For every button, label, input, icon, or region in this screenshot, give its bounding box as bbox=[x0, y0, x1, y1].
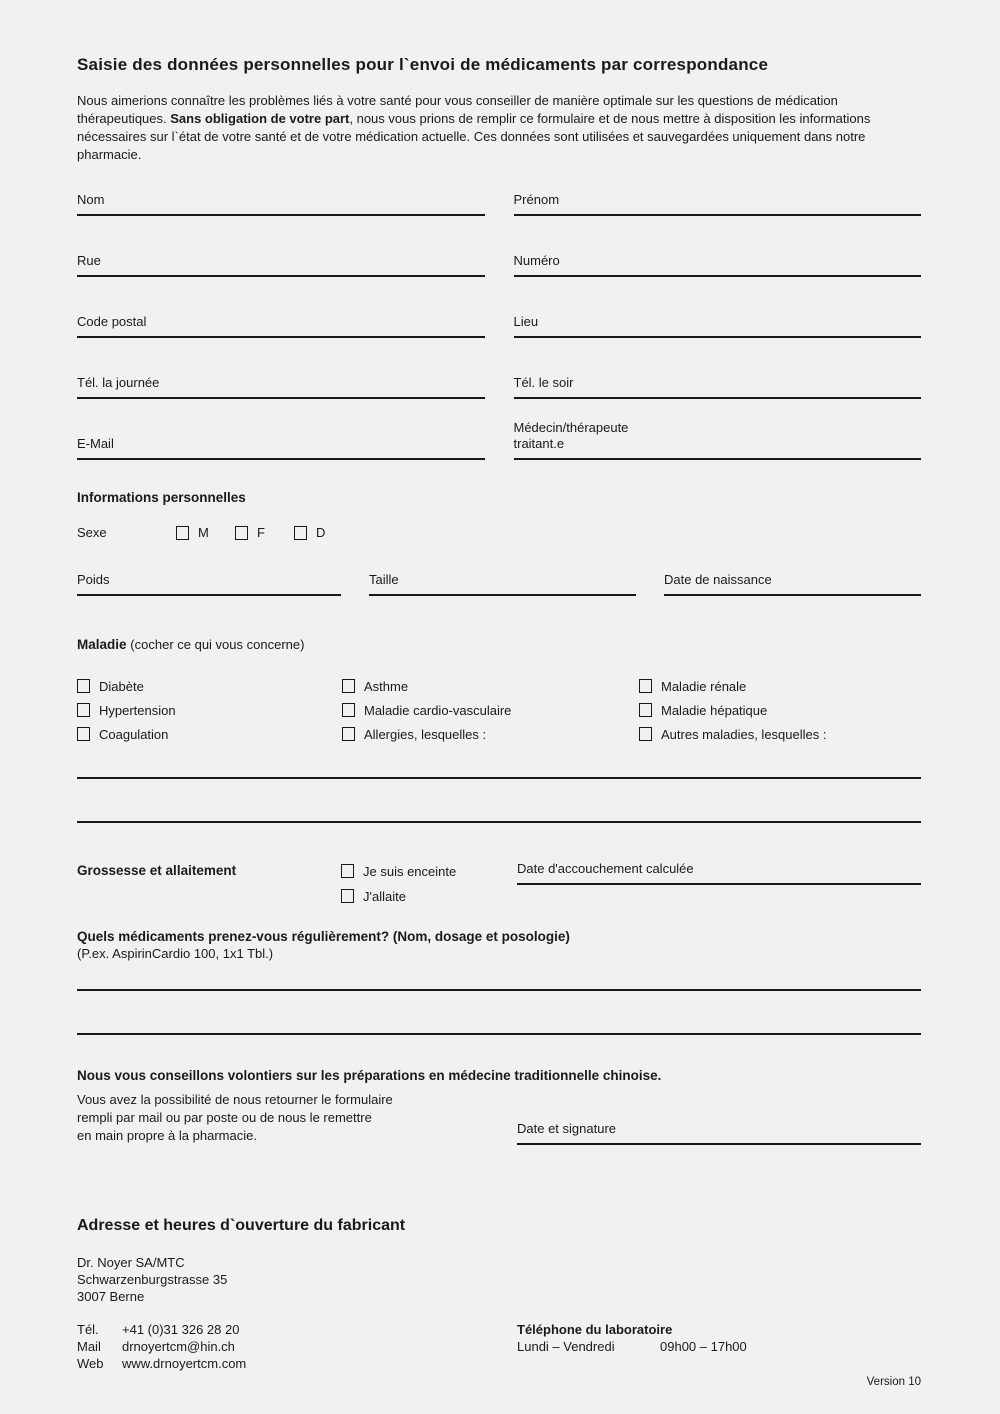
checkbox-sexe-f[interactable] bbox=[235, 526, 248, 540]
grossesse-section bbox=[77, 861, 921, 904]
medicaments-writein-line-1[interactable] bbox=[77, 989, 921, 991]
checkbox-allaite[interactable] bbox=[341, 889, 354, 903]
checkbox-enceinte[interactable] bbox=[341, 864, 354, 878]
checkbox-cardio-vasculaire[interactable] bbox=[342, 703, 355, 717]
nom-field[interactable] bbox=[77, 188, 485, 216]
fabricant-contact-list bbox=[77, 1321, 517, 1372]
cardio-vasculaire-label: Maladie cardio-vasculaire bbox=[364, 702, 512, 718]
maladie-option-allergies bbox=[342, 727, 639, 741]
conseil-body bbox=[77, 1091, 517, 1145]
intro-text-after: , nous vous prions de remplir ce formulaire et de nous mettre à disposition les informations nécessaires sur l`état de votre santé et de votre médication actuelle. Ces données sont utilisées et sauvegardées uniquement dans notre pharmacie. bbox=[77, 111, 871, 162]
maladie-option-cardio bbox=[342, 703, 639, 717]
web-contact-value[interactable]: www.drnoyertcm.com bbox=[122, 1356, 247, 1371]
checkbox-coagulation[interactable] bbox=[77, 727, 90, 741]
version-label: Version 10 bbox=[866, 1376, 921, 1388]
numero-label: Numéro bbox=[513, 253, 560, 268]
date-accouchement-label: Date d'accouchement calculée bbox=[517, 861, 694, 876]
checkbox-maladie-hepatique[interactable] bbox=[639, 703, 652, 717]
maladie-writein-line-2[interactable] bbox=[77, 821, 921, 823]
poids-label: Poids bbox=[77, 572, 110, 587]
code-postal-field[interactable] bbox=[77, 310, 485, 338]
intro-text-before: Nous aimerions connaître les problèmes liés à votre santé pour vous conseiller de manière optimale sur les questions de médication thérapeutiques. bbox=[77, 93, 838, 126]
maladie-hepatique-label: Maladie hépatique bbox=[661, 702, 768, 718]
maladie-option-diabete bbox=[77, 679, 342, 693]
nom-label: Nom bbox=[77, 192, 105, 207]
allaite-label: J'allaite bbox=[363, 888, 406, 904]
identity-fields bbox=[77, 188, 921, 460]
lieu-field[interactable] bbox=[514, 310, 922, 338]
medicaments-heading: Quels médicaments prenez-vous régulièrement? (Nom, dosage et posologie) bbox=[77, 929, 570, 944]
grossesse-heading: Grossesse et allaitement bbox=[77, 863, 237, 878]
maladie-option-hypertension bbox=[77, 703, 342, 717]
sexe-label: Sexe bbox=[77, 525, 107, 540]
maladie-option-renale bbox=[639, 679, 921, 693]
lab-hours-block bbox=[517, 1321, 921, 1355]
checkbox-sexe-d[interactable] bbox=[294, 526, 307, 540]
autres-maladies-label: Autres maladies, lesquelles : bbox=[661, 726, 827, 742]
checkbox-maladie-renale[interactable] bbox=[639, 679, 652, 693]
maladie-heading-note: (cocher ce qui vous concerne) bbox=[130, 637, 305, 652]
checkbox-hypertension[interactable] bbox=[77, 703, 90, 717]
tel-journee-field[interactable] bbox=[77, 371, 485, 399]
tel-soir-field[interactable] bbox=[514, 371, 922, 399]
rue-field[interactable] bbox=[77, 249, 485, 277]
checkbox-diabete[interactable] bbox=[77, 679, 90, 693]
asthme-label: Asthme bbox=[364, 678, 409, 694]
mail-contact-label: Mail bbox=[77, 1339, 101, 1354]
web-contact-label: Web bbox=[77, 1356, 104, 1371]
personal-info-heading: Informations personnelles bbox=[77, 490, 246, 505]
sexe-option-f-label: F bbox=[257, 525, 265, 540]
lab-hours: 09h00 – 17h00 bbox=[660, 1339, 747, 1354]
email-field[interactable] bbox=[77, 432, 485, 460]
diabete-label: Diabète bbox=[99, 678, 144, 694]
maladie-writein-line-1[interactable] bbox=[77, 777, 921, 779]
tel-contact-label: Tél. bbox=[77, 1322, 99, 1337]
conseil-heading: Nous vous conseillons volontiers sur les préparations en médecine traditionnelle chinoise. bbox=[77, 1068, 662, 1083]
conseil-body-line3: en main propre à la pharmacie. bbox=[77, 1128, 257, 1143]
checkbox-sexe-m[interactable] bbox=[176, 526, 189, 540]
grossesse-option-allaite bbox=[341, 889, 517, 903]
grossesse-option-enceinte bbox=[341, 864, 517, 878]
date-accouchement-field[interactable] bbox=[517, 857, 921, 885]
medecin-field[interactable] bbox=[513, 420, 922, 460]
lab-days: Lundi – Vendredi bbox=[517, 1339, 615, 1354]
hypertension-label: Hypertension bbox=[99, 702, 176, 718]
tel-soir-label: Tél. le soir bbox=[513, 375, 574, 390]
lab-times bbox=[517, 1338, 921, 1355]
poids-field[interactable] bbox=[77, 568, 341, 596]
sexe-row bbox=[77, 525, 921, 540]
tel-journee-label: Tél. la journée bbox=[77, 375, 160, 390]
tel-contact-value: +41 (0)31 326 28 20 bbox=[122, 1322, 240, 1337]
maladie-option-autres bbox=[639, 727, 921, 741]
conseil-body-line1: Vous avez la possibilité de nous retourner le formulaire bbox=[77, 1092, 393, 1107]
fabricant-street: Schwarzenburgstrasse 35 bbox=[77, 1272, 228, 1287]
fabricant-contact-row bbox=[77, 1321, 921, 1372]
date-naissance-field[interactable] bbox=[664, 568, 921, 596]
medicaments-writein-line-2[interactable] bbox=[77, 1033, 921, 1035]
code-postal-label: Code postal bbox=[77, 314, 147, 329]
conseil-body-line2: rempli par mail ou par poste ou de nous le remettre bbox=[77, 1110, 372, 1125]
sexe-option-d bbox=[294, 525, 325, 540]
checkbox-autres-maladies[interactable] bbox=[639, 727, 652, 741]
numero-field[interactable] bbox=[514, 249, 922, 277]
date-signature-label: Date et signature bbox=[517, 1121, 617, 1136]
medecin-label: Médecin/thérapeute traitant.e bbox=[513, 420, 629, 451]
checkbox-asthme[interactable] bbox=[342, 679, 355, 693]
sexe-option-d-label: D bbox=[316, 525, 326, 540]
prenom-label: Prénom bbox=[513, 192, 560, 207]
intro-paragraph bbox=[77, 92, 921, 164]
fabricant-name: Dr. Noyer SA/MTC bbox=[77, 1255, 185, 1270]
maladie-renale-label: Maladie rénale bbox=[661, 678, 747, 694]
checkbox-allergies[interactable] bbox=[342, 727, 355, 741]
fabricant-heading: Adresse et heures d`ouverture du fabricant bbox=[77, 1217, 406, 1234]
maladie-heading: Maladie (cocher ce qui vous concerne) bbox=[77, 637, 305, 652]
sexe-option-f bbox=[235, 525, 294, 540]
maladie-option-asthme bbox=[342, 679, 639, 693]
email-label: E-Mail bbox=[77, 436, 114, 451]
taille-label: Taille bbox=[369, 572, 399, 587]
sexe-option-m-label: M bbox=[198, 525, 209, 540]
maladie-option-hepatique bbox=[639, 703, 921, 717]
sexe-option-m bbox=[176, 525, 235, 540]
coagulation-label: Coagulation bbox=[99, 726, 169, 742]
prenom-field[interactable] bbox=[514, 188, 922, 216]
taille-field[interactable] bbox=[369, 568, 636, 596]
lieu-label: Lieu bbox=[513, 314, 539, 329]
enceinte-label: Je suis enceinte bbox=[363, 863, 457, 879]
mail-contact-value[interactable]: drnoyertcm@hin.ch bbox=[122, 1339, 235, 1354]
allergies-label: Allergies, lesquelles : bbox=[364, 726, 487, 742]
grossesse-options bbox=[341, 864, 517, 903]
medicaments-example: (P.ex. AspirinCardio 100, 1x1 Tbl.) bbox=[77, 946, 274, 961]
page-title: Saisie des données personnelles pour l`envoi de médicaments par correspondance bbox=[77, 55, 769, 74]
date-signature-field[interactable] bbox=[517, 1117, 921, 1145]
intro-text-bold: Sans obligation de votre part bbox=[170, 111, 350, 126]
maladie-option-coagulation bbox=[77, 727, 342, 741]
maladie-options bbox=[77, 679, 921, 741]
lab-heading: Téléphone du laboratoire bbox=[517, 1322, 673, 1337]
date-naissance-label: Date de naissance bbox=[664, 572, 772, 587]
fabricant-city: 3007 Berne bbox=[77, 1289, 145, 1304]
rue-label: Rue bbox=[77, 253, 101, 268]
fabricant-address bbox=[77, 1254, 921, 1305]
conseil-section bbox=[77, 1091, 921, 1145]
measures-row bbox=[77, 568, 921, 596]
